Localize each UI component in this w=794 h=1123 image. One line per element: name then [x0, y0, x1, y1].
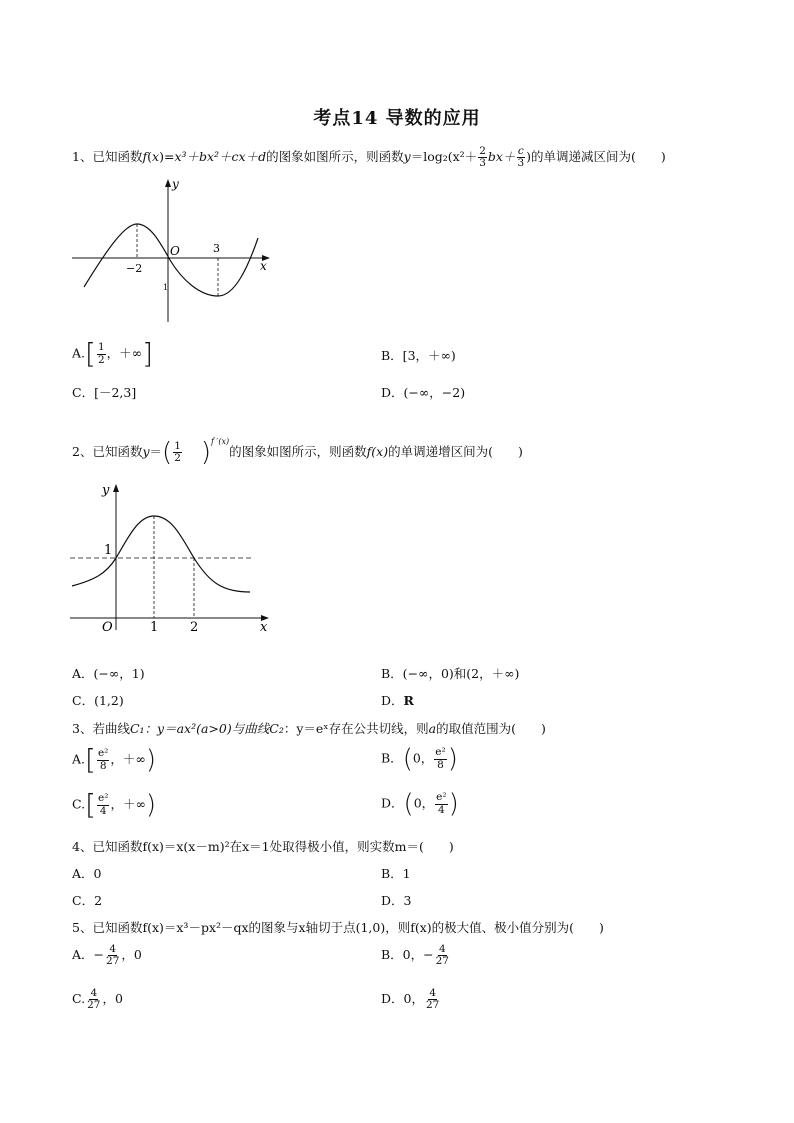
y-axis-label: y — [102, 483, 110, 498]
option-a[interactable]: A．− $\frac{4}{27}$ ，0 — [72, 943, 142, 968]
fraction: $\frac{1}{2}$ — [174, 439, 181, 464]
question-number: 4、 — [72, 839, 93, 854]
bell-curve — [72, 516, 250, 592]
log-expression: ＝log₂(x²＋ — [410, 149, 478, 165]
question-text: ：y＝eˣ存在公共切线，则 — [283, 721, 429, 736]
fraction: $\frac{c}{3}$ — [517, 145, 525, 170]
option-c[interactable]: C．(1,2) — [72, 693, 124, 708]
y-axis-arrow — [113, 484, 119, 492]
option-b[interactable]: B．0，− $\frac{4}{27}$ — [381, 943, 449, 968]
fraction: $\frac{4}{27}$ — [435, 943, 449, 968]
tick-label-small: 1 — [163, 283, 169, 292]
y-variable: y — [142, 444, 150, 459]
option-a[interactable]: A.[ $\frac{1}{2}$ ，＋∞] — [72, 337, 153, 370]
function-name: f — [142, 149, 148, 165]
question-text: ：y＝ax²(a>0)与曲线 — [144, 721, 270, 736]
question-text: 的图象如图所示，则函数 — [229, 444, 367, 459]
curve-c2: C₂ — [269, 721, 284, 736]
option-c[interactable]: C. $\frac{4}{27}$ ，0 — [72, 987, 123, 1012]
option-b[interactable]: B．[3，＋∞) — [381, 348, 456, 363]
question-number: 2、 — [72, 444, 93, 459]
equals: ＝ — [149, 444, 163, 459]
question-number: 1、 — [72, 149, 93, 165]
option-c[interactable]: C．[－2,3] — [72, 385, 137, 400]
bx-term: bx＋ — [487, 149, 516, 165]
page-title: 考点14 导数的应用 — [313, 108, 481, 129]
question-text: 已知函数 — [92, 149, 143, 165]
fraction: $\frac{\text{e²}}{8}$ — [97, 747, 109, 772]
fraction: $\frac{2}{3}$ — [479, 145, 486, 170]
fraction: $\frac{\text{e²}}{4}$ — [98, 792, 109, 817]
question-1-stem: 1、已知函数f(x)=x³＋bx²＋cx＋d的图象如图所示，则函数y＝log₂(x²＋ $\frac{2}{3}$ bx＋ $\frac{c}{3}$ )的单调递减区间为( ) — [72, 145, 666, 170]
fraction: $\frac{1}{2}$ — [97, 341, 105, 366]
cubic-curve — [84, 224, 258, 296]
option-c[interactable]: C.[ $\frac{\text{e²}}{4}$ ，＋∞) — [72, 788, 157, 821]
question-text: 若曲线 — [92, 721, 130, 736]
question-number: 5、 — [72, 920, 93, 935]
option-b[interactable]: B．(0， $\frac{\text{e²}}{8}$ ) — [381, 744, 458, 774]
option-a[interactable]: A．(−∞，1) — [72, 666, 145, 681]
polynomial: x³＋bx²＋cx＋d — [174, 149, 267, 165]
question-text: 已知函数 — [92, 444, 143, 459]
option-b[interactable]: B．1 — [381, 866, 411, 881]
question-text: 已知函数f(x)＝x³－px²－qx的图象与x轴切于点(1,0)，则f(x)的极大值、极小值分别为( ) — [92, 920, 604, 935]
question-text: 的图象如图所示，则函数 — [266, 149, 404, 165]
question-text: 已知函数f(x)＝x(x－m)²在x＝1处取得极小值，则实数m＝( ) — [92, 839, 454, 854]
origin-label: O — [102, 620, 113, 635]
fraction: $\frac{4}{27}$ — [106, 943, 120, 968]
exponent: f ′(x) — [211, 437, 230, 446]
question-1-graph — [70, 172, 280, 328]
option-d[interactable]: D．(0， $\frac{\text{e²}}{4}$ ) — [381, 789, 459, 819]
question-5-stem — [72, 918, 604, 936]
fraction: $\frac{\text{e²}}{4}$ — [436, 791, 447, 816]
option-a[interactable]: A．0 — [72, 866, 102, 881]
question-3-stem — [72, 719, 546, 737]
option-d[interactable]: D．(−∞，−2) — [381, 385, 466, 400]
origin-label: O — [170, 244, 180, 258]
option-c[interactable]: C．2 — [72, 893, 103, 908]
curve-c1: C₁ — [129, 721, 145, 736]
y-variable: y — [403, 149, 411, 165]
fraction: $\frac{4}{27}$ — [425, 987, 440, 1012]
x-axis-label: x — [260, 620, 268, 635]
option-d[interactable]: D．0， $\frac{4}{27}$ — [381, 987, 440, 1012]
fraction: $\frac{4}{27}$ — [87, 987, 101, 1012]
variable-a: a — [428, 721, 437, 736]
function-name: f(x) — [366, 444, 389, 459]
question-text: )的单调递减区间为( ) — [526, 149, 666, 165]
question-4-stem — [72, 837, 454, 855]
variable: x — [152, 149, 160, 165]
tick-label-x1: 1 — [150, 620, 159, 635]
x-axis-label: x — [260, 259, 267, 273]
equals: = — [163, 149, 175, 165]
tick-label-neg2: −2 — [126, 262, 143, 275]
tick-label-y1: 1 — [104, 543, 113, 558]
option-d[interactable]: D．R — [381, 693, 414, 708]
question-number: 3、 — [72, 721, 93, 736]
y-axis-arrow — [165, 179, 171, 187]
option-b[interactable]: B．(−∞，0)和(2，＋∞) — [381, 666, 520, 681]
tick-label-x2: 2 — [190, 620, 199, 635]
question-2-graph — [64, 478, 276, 636]
question-2-stem: 2、已知函数y＝( $\frac{1}{2}$ )$^{f '(x)}$的图象如图所示，则函数f(x)的单调递增区间为( ) — [72, 437, 523, 468]
question-text: 的单调递增区间为( ) — [388, 444, 523, 459]
option-d[interactable]: D．3 — [381, 893, 412, 908]
tick-label-3: 3 — [213, 242, 220, 255]
fraction: $\frac{\text{e²}}{8}$ — [435, 746, 446, 771]
y-axis-label: y — [172, 177, 179, 191]
option-a[interactable]: A.[ $\frac{\text{e²}}{8}$ ，＋∞) — [72, 743, 156, 776]
question-text: 的取值范围为( ) — [436, 721, 546, 736]
